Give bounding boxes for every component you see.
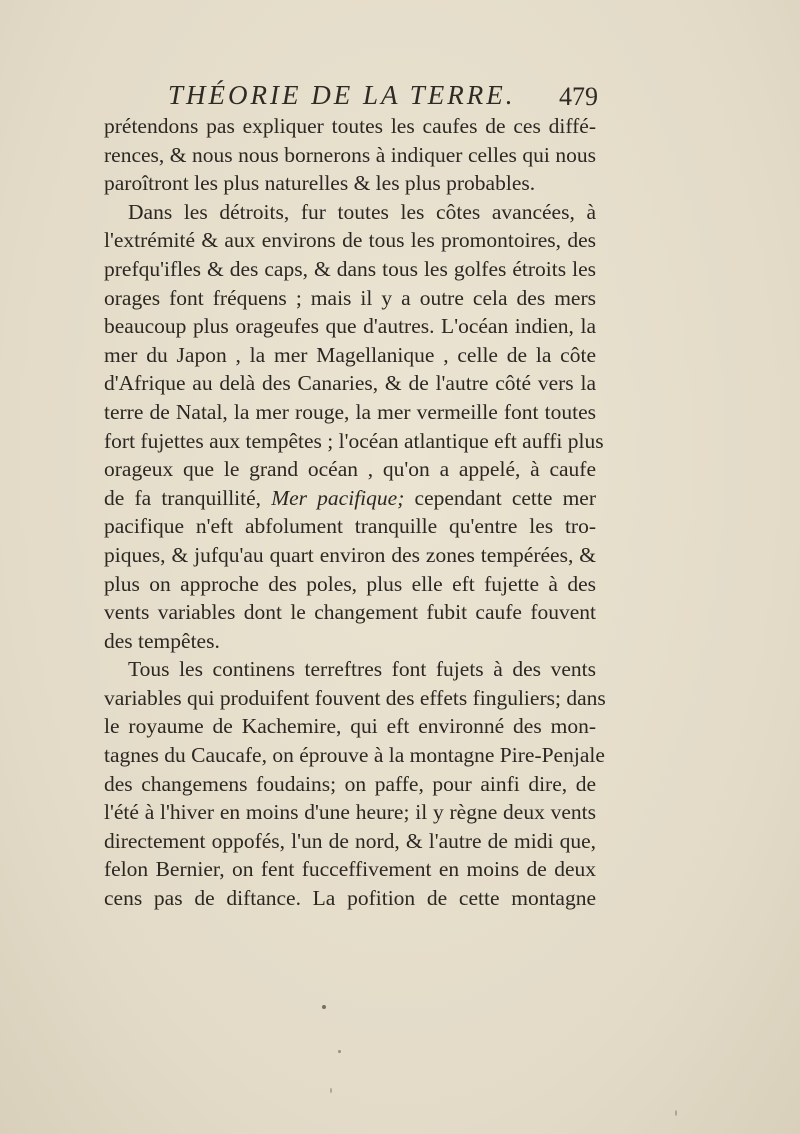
text-line: d'Afrique au delà des Canaries, & de l'autre côté vers la: [104, 371, 596, 396]
text-line: l'été à l'hiver en moins d'une heure; il y règne deux vents: [104, 800, 596, 825]
text-line: Tous les continens terreftres font fujets à des vents: [128, 657, 596, 682]
text-line: beaucoup plus orageufes que d'autres. L'océan indien, la: [104, 314, 596, 339]
text-line: pacifique n'eft abfolument tranquille qu'entre les tro-: [104, 514, 596, 539]
text-line: cens pas de diftance. La pofition de cette montagne: [104, 886, 596, 911]
text-line: variables qui produifent fouvent des effets finguliers; dans: [104, 685, 606, 710]
paper-speck: [330, 1088, 332, 1093]
text-line: piques, & jufqu'au quart environ des zones tempérées, &: [104, 542, 596, 567]
text-line: vents variables dont le changement fubit caufe fouvent: [104, 600, 596, 625]
text-line: fort fujettes aux tempêtes ; l'océan atlantique eft auffi plus: [104, 428, 604, 453]
paper-speck: [322, 1005, 326, 1009]
text-line: l'extrémité & aux environs de tous les promontoires, des: [104, 228, 596, 253]
text-line: prefqu'ifles & des caps, & dans tous les golfes étroits les: [104, 256, 596, 281]
text-line: rences, & nous nous bornerons à indiquer celles qui nous: [104, 142, 596, 167]
italic-term: Mer pacifique;: [271, 485, 405, 510]
text-line: des changemens foudains; on paffe, pour ainfi dire, de: [104, 771, 596, 796]
text-line: le royaume de Kachemire, qui eft environné des mon-: [104, 714, 596, 739]
paper-speck: [338, 1050, 341, 1053]
text-line: Dans les détroits, fur toutes les côtes avancées, à: [128, 199, 596, 224]
text-line: prétendons pas expliquer toutes les caufes de ces diffé-: [104, 114, 596, 138]
text-line: felon Bernier, on fent fucceffivement en moins de deux: [104, 857, 596, 882]
text-line: orages font fréquens ; mais il y a outre cela des mers: [104, 285, 596, 310]
page-number: 479: [559, 82, 598, 111]
text-line: tagnes du Caucafe, on éprouve à la montagne Pire-Penjale: [104, 743, 605, 768]
running-title: THÉORIE DE LA TERRE.: [168, 80, 516, 110]
paper-speck: [675, 1110, 677, 1116]
text-line: mer du Japon , la mer Magellanique , celle de la côte: [104, 342, 596, 367]
text-line-mixed: [104, 484, 596, 513]
text-line: orageux que le grand océan , qu'on a appelé, à caufe: [104, 457, 596, 482]
text-segment: cependant cette mer: [414, 485, 596, 510]
text-line: paroîtront les plus naturelles & les plus probables.: [104, 171, 536, 196]
text-line: terre de Natal, la mer rouge, la mer vermeille font toutes: [104, 399, 596, 424]
body-text: [104, 112, 606, 913]
text-line: plus on approche des poles, plus elle eft fujette à des: [104, 571, 596, 596]
text-line: directement oppofés, l'un de nord, & l'autre de midi que,: [104, 828, 596, 853]
text-segment: de fa tranquillité,: [104, 485, 262, 510]
text-line: des tempêtes.: [104, 628, 220, 653]
